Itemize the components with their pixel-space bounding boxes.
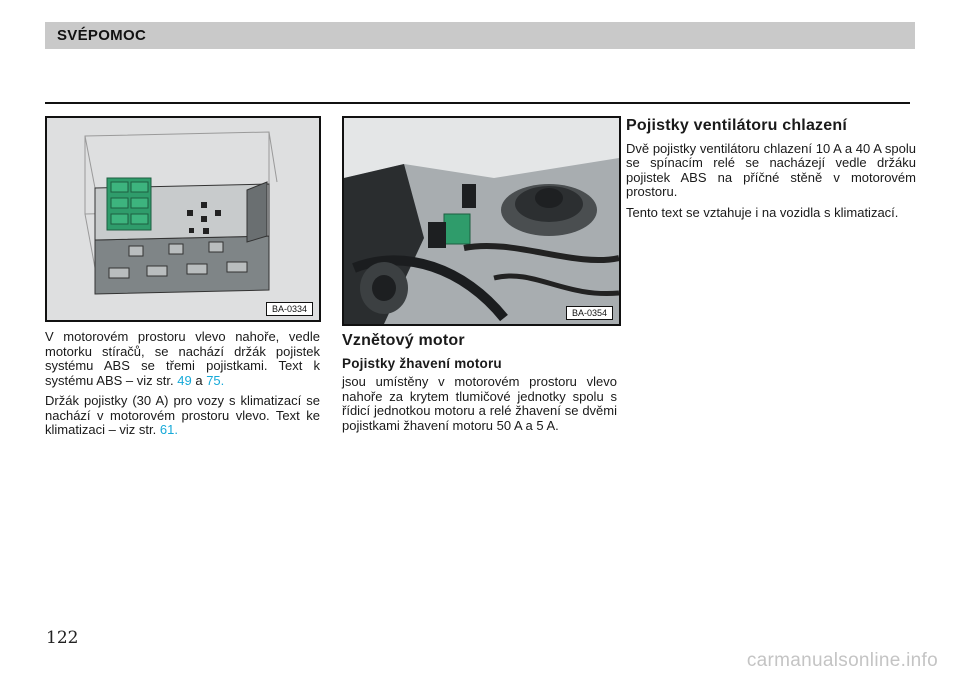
section-title: SVÉPOMOC <box>57 27 147 44</box>
column-abs-fuses <box>45 330 320 444</box>
page-link-61[interactable]: 61. <box>159 422 178 437</box>
paragraph-aircon-note: Tento text se vztahuje i na vozidla s klimatizací. <box>626 204 899 220</box>
page-link-49[interactable]: 49 <box>177 372 192 388</box>
paragraph-glow-fuses: jsou umístěny v motorovém prostoru vlevo nahoře za krytem tlumičové jednotky spolu s řídicí jednotkou motoru a relé žhavení se dvěmi pojistkami žhavení motoru 50 A a 5 A. <box>342 374 617 433</box>
paragraph-abs: V motorovém prostoru vlevo nahoře, vedle motorku stíračů, se nachází držák pojistek systému ABS se třemi pojistkami. Text k systému ABS – viz str. 49 a 75. <box>45 329 320 388</box>
figure-engine-bay <box>342 116 621 326</box>
figure-fuse-holder-abs <box>45 116 321 322</box>
page-link-75[interactable]: 75. <box>206 372 225 388</box>
column-fan-fuses <box>626 119 916 226</box>
heading-fan-fuses: Pojistky ventilátoru chlazení <box>626 117 847 134</box>
paragraph-aircon: Držák pojistky (30 A) pro vozy s klimatizací se nachází v motorovém prostoru vlevo. Text ke klimatizaci – viz str. 61. <box>45 393 320 437</box>
page-number: 122 <box>46 628 79 648</box>
horizontal-rule <box>45 102 910 104</box>
figure-code: BA-0334 <box>266 302 313 316</box>
header-band <box>45 22 915 49</box>
engine-bay-photo <box>344 118 619 324</box>
heading-diesel-engine: Vznětový motor <box>342 332 465 349</box>
paragraph-fan-fuses: Dvě pojistky ventilátoru chlazení 10 A a 40 A spolu se spínacím relé se nacházejí vedle držáku pojistek ABS na příčné stěně v motorovém prostoru. <box>626 140 916 199</box>
fuse-holder-illustration <box>47 118 319 320</box>
column-diesel-engine <box>342 334 617 439</box>
figure-code: BA-0354 <box>566 306 613 320</box>
watermark: carmanualsonline.info <box>746 650 938 671</box>
subheading-glow-fuses: Pojistky žhavení motoru <box>342 355 502 371</box>
